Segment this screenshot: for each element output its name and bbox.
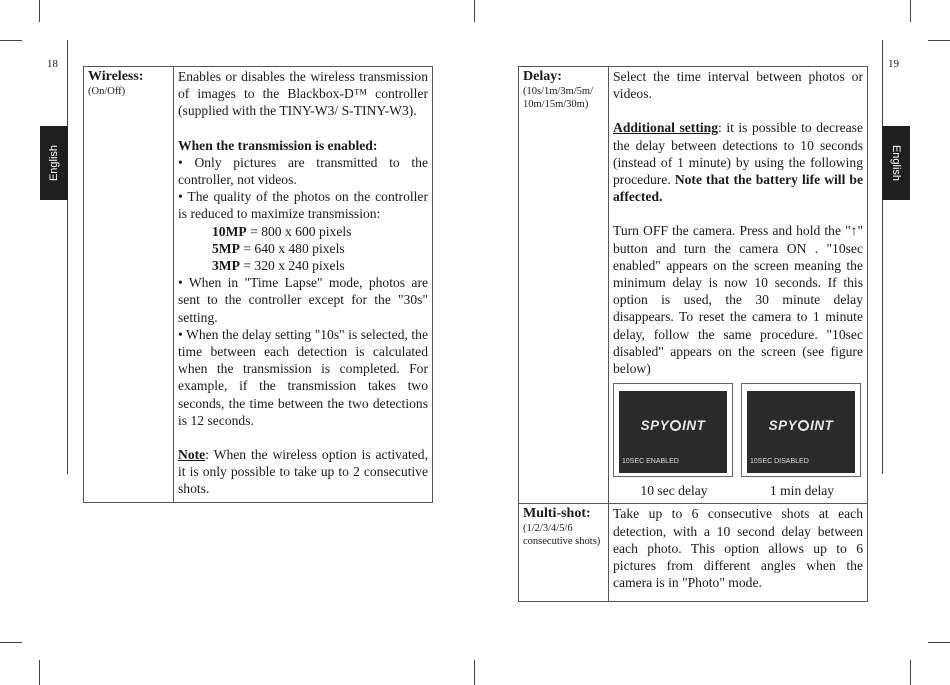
- figure-row: [613, 383, 863, 499]
- multishot-options: (1/2/3/4/5/6 consecutive shots): [523, 523, 601, 548]
- wireless-intro: Enables or disables the wireless transmission of images to the Blackbox-D™ controller (supplied with the TINY-W3/ S-TINY-W3).: [178, 69, 428, 119]
- table-row: [519, 504, 868, 602]
- crop-mark: [0, 642, 22, 643]
- wireless-bullet: • Only pictures are transmitted to the controller, not videos.: [178, 154, 428, 188]
- delay-options: (10s/1m/3m/5m/ 10m/15m/30m): [523, 86, 594, 110]
- page-number-right: 19: [888, 58, 899, 70]
- wireless-description: [174, 67, 433, 503]
- spypoint-logo: SPY INT: [640, 418, 706, 434]
- figure-frame: [613, 383, 733, 477]
- wireless-heading: When the transmission is enabled:: [178, 137, 378, 153]
- wireless-bullet: • The quality of the photos on the controller is reduced to maximize transmission:: [178, 189, 428, 222]
- screen-text: 10SEC DISABLED: [750, 458, 809, 466]
- wireless-bullet: • When in "Time Lapse" mode, photos are sent to the controller except for the "30s" setting.: [178, 275, 428, 325]
- table-row: [519, 67, 868, 504]
- wireless-options: (On/Off): [88, 86, 126, 97]
- resolution-line: 10MP = 800 x 600 pixels: [212, 223, 352, 239]
- setting-label-cell: [519, 504, 609, 602]
- wireless-bullet: • When the delay setting "10s" is selected, the time between each detection is calculated when the transmission is completed. For example, if the transmission takes two seconds, the time between the two detections is 12 seconds.: [178, 326, 428, 428]
- wireless-note: Note: When the wireless option is activated, it is only possible to take up to 2 consecutive shots.: [178, 447, 428, 497]
- setting-label-cell: [84, 67, 174, 503]
- crop-mark: [474, 0, 475, 22]
- camera-screen: [619, 391, 727, 473]
- language-tab-right: [882, 126, 910, 200]
- language-tab-label: English: [48, 144, 60, 182]
- figure-frame: [741, 383, 861, 477]
- multishot-description: [609, 504, 868, 602]
- crop-mark: [928, 642, 950, 643]
- screen-text: 10SEC ENABLED: [622, 458, 679, 466]
- crop-mark: [928, 40, 950, 41]
- figure-caption: 10 sec delay: [640, 483, 708, 499]
- resolution-line: 3MP = 320 x 240 pixels: [212, 258, 345, 274]
- language-tab-left: [40, 126, 68, 200]
- crop-mark: [0, 40, 22, 41]
- crop-mark: [882, 40, 883, 474]
- table-row: [84, 67, 433, 503]
- crop-mark: [67, 40, 68, 474]
- delay-intro: Select the time interval between photos or videos.: [613, 69, 863, 102]
- delay-description: [609, 67, 868, 504]
- delay-multishot-table: [518, 66, 868, 602]
- crop-mark: [39, 0, 40, 22]
- delay-procedure: Turn OFF the camera. Press and hold the "↑" button and turn the camera ON . "10sec enabled" appears on the screen meaning the minimum delay is now 10 seconds. If this option is used, the 30 minute delay disappears. To reset the camera to 1 minute delay, follow the same procedure. "10sec disabled" appears on the screen (see figure below): [613, 223, 863, 377]
- crop-mark: [910, 660, 911, 685]
- crop-mark: [474, 660, 475, 685]
- setting-label-cell: [519, 67, 609, 504]
- crop-mark: [39, 660, 40, 685]
- delay-additional: Additional setting: it is possible to decrease the delay between detections to 10 seconds (instead of 1 minute) by using the following procedure. Note that the battery life will be affected.: [613, 120, 864, 205]
- multishot-label: Multi-shot:: [523, 506, 591, 522]
- spypoint-logo: SPY INT: [768, 418, 834, 434]
- figure-caption: 1 min delay: [769, 483, 835, 499]
- camera-screen: [747, 391, 855, 473]
- multishot-text: Take up to 6 consecutive shots at each detection, with a 10 second delay between each photo. This option allows up to 6 pictures from different angles when the camera is in "Photo" mode.: [613, 506, 863, 591]
- wireless-label: Wireless:: [88, 69, 144, 84]
- crop-mark: [910, 0, 911, 22]
- language-tab-label: English: [890, 144, 902, 182]
- figure-10sec-enabled: [613, 383, 735, 499]
- resolution-line: 5MP = 640 x 480 pixels: [212, 240, 345, 256]
- page-number-left: 18: [47, 58, 58, 70]
- figure-10sec-disabled: [741, 383, 863, 499]
- delay-label: Delay:: [523, 69, 562, 84]
- wireless-table: [83, 66, 433, 503]
